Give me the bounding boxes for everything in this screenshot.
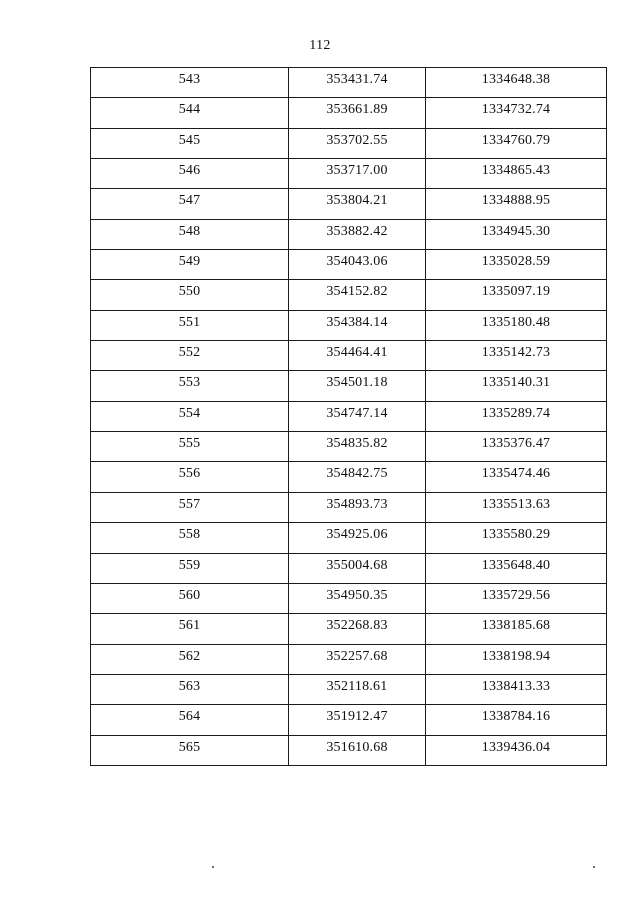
point-number-cell: 547 xyxy=(91,189,289,219)
y-coordinate-cell: 1335648.40 xyxy=(426,553,607,583)
table-row xyxy=(91,644,607,674)
point-number-cell: 549 xyxy=(91,250,289,280)
point-number-cell: 543 xyxy=(91,68,289,98)
point-number-cell: 565 xyxy=(91,735,289,765)
x-coordinate-cell: 352268.83 xyxy=(289,614,426,644)
x-coordinate-cell: 354925.06 xyxy=(289,523,426,553)
point-number-cell: 556 xyxy=(91,462,289,492)
y-coordinate-cell: 1335289.74 xyxy=(426,401,607,431)
x-coordinate-cell: 352118.61 xyxy=(289,674,426,704)
x-coordinate-cell: 353717.00 xyxy=(289,159,426,189)
table-row xyxy=(91,250,607,280)
x-coordinate-cell: 354893.73 xyxy=(289,492,426,522)
x-coordinate-cell: 354747.14 xyxy=(289,401,426,431)
point-number-cell: 563 xyxy=(91,674,289,704)
y-coordinate-cell: 1335513.63 xyxy=(426,492,607,522)
y-coordinate-cell: 1335474.46 xyxy=(426,462,607,492)
x-coordinate-cell: 353804.21 xyxy=(289,189,426,219)
table-row xyxy=(91,310,607,340)
point-number-cell: 553 xyxy=(91,371,289,401)
y-coordinate-cell: 1338198.94 xyxy=(426,644,607,674)
point-number-cell: 562 xyxy=(91,644,289,674)
point-number-cell: 560 xyxy=(91,583,289,613)
table-row xyxy=(91,159,607,189)
x-coordinate-cell: 354152.82 xyxy=(289,280,426,310)
table-row xyxy=(91,98,607,128)
table-row xyxy=(91,614,607,644)
table-row xyxy=(91,462,607,492)
table-row xyxy=(91,189,607,219)
x-coordinate-cell: 352257.68 xyxy=(289,644,426,674)
point-number-cell: 546 xyxy=(91,159,289,189)
y-coordinate-cell: 1338185.68 xyxy=(426,614,607,644)
y-coordinate-cell: 1335180.48 xyxy=(426,310,607,340)
x-coordinate-cell: 354043.06 xyxy=(289,250,426,280)
y-coordinate-cell: 1334865.43 xyxy=(426,159,607,189)
point-number-cell: 550 xyxy=(91,280,289,310)
y-coordinate-cell: 1338784.16 xyxy=(426,705,607,735)
y-coordinate-cell: 1334760.79 xyxy=(426,128,607,158)
x-coordinate-cell: 354384.14 xyxy=(289,310,426,340)
point-number-cell: 564 xyxy=(91,705,289,735)
scan-speck xyxy=(593,866,595,868)
y-coordinate-cell: 1335140.31 xyxy=(426,371,607,401)
coordinate-table-body xyxy=(91,68,607,766)
table-row xyxy=(91,128,607,158)
table-row xyxy=(91,341,607,371)
y-coordinate-cell: 1335028.59 xyxy=(426,250,607,280)
x-coordinate-cell: 353431.74 xyxy=(289,68,426,98)
scan-speck xyxy=(212,866,214,868)
y-coordinate-cell: 1334648.38 xyxy=(426,68,607,98)
x-coordinate-cell: 354842.75 xyxy=(289,462,426,492)
table-row xyxy=(91,401,607,431)
point-number-cell: 558 xyxy=(91,523,289,553)
point-number-cell: 555 xyxy=(91,432,289,462)
table-row xyxy=(91,674,607,704)
table-row xyxy=(91,583,607,613)
x-coordinate-cell: 354835.82 xyxy=(289,432,426,462)
table-row xyxy=(91,553,607,583)
point-number-cell: 544 xyxy=(91,98,289,128)
table-row xyxy=(91,492,607,522)
x-coordinate-cell: 351912.47 xyxy=(289,705,426,735)
page-number: 112 xyxy=(309,38,331,53)
point-number-cell: 561 xyxy=(91,614,289,644)
x-coordinate-cell: 354464.41 xyxy=(289,341,426,371)
table-row xyxy=(91,219,607,249)
point-number-cell: 554 xyxy=(91,401,289,431)
y-coordinate-cell: 1335580.29 xyxy=(426,523,607,553)
point-number-cell: 552 xyxy=(91,341,289,371)
x-coordinate-cell: 351610.68 xyxy=(289,735,426,765)
y-coordinate-cell: 1335142.73 xyxy=(426,341,607,371)
x-coordinate-cell: 353882.42 xyxy=(289,219,426,249)
x-coordinate-cell: 355004.68 xyxy=(289,553,426,583)
y-coordinate-cell: 1334888.95 xyxy=(426,189,607,219)
table-row xyxy=(91,432,607,462)
point-number-cell: 557 xyxy=(91,492,289,522)
y-coordinate-cell: 1339436.04 xyxy=(426,735,607,765)
table-row xyxy=(91,371,607,401)
x-coordinate-cell: 353702.55 xyxy=(289,128,426,158)
y-coordinate-cell: 1335097.19 xyxy=(426,280,607,310)
point-number-cell: 551 xyxy=(91,310,289,340)
point-number-cell: 548 xyxy=(91,219,289,249)
y-coordinate-cell: 1335729.56 xyxy=(426,583,607,613)
table-row xyxy=(91,523,607,553)
table-row xyxy=(91,735,607,765)
coordinate-table xyxy=(90,67,607,766)
table-row xyxy=(91,68,607,98)
point-number-cell: 545 xyxy=(91,128,289,158)
x-coordinate-cell: 354501.18 xyxy=(289,371,426,401)
y-coordinate-cell: 1334732.74 xyxy=(426,98,607,128)
x-coordinate-cell: 353661.89 xyxy=(289,98,426,128)
y-coordinate-cell: 1338413.33 xyxy=(426,674,607,704)
table-row xyxy=(91,705,607,735)
y-coordinate-cell: 1335376.47 xyxy=(426,432,607,462)
table-row xyxy=(91,280,607,310)
x-coordinate-cell: 354950.35 xyxy=(289,583,426,613)
point-number-cell: 559 xyxy=(91,553,289,583)
y-coordinate-cell: 1334945.30 xyxy=(426,219,607,249)
